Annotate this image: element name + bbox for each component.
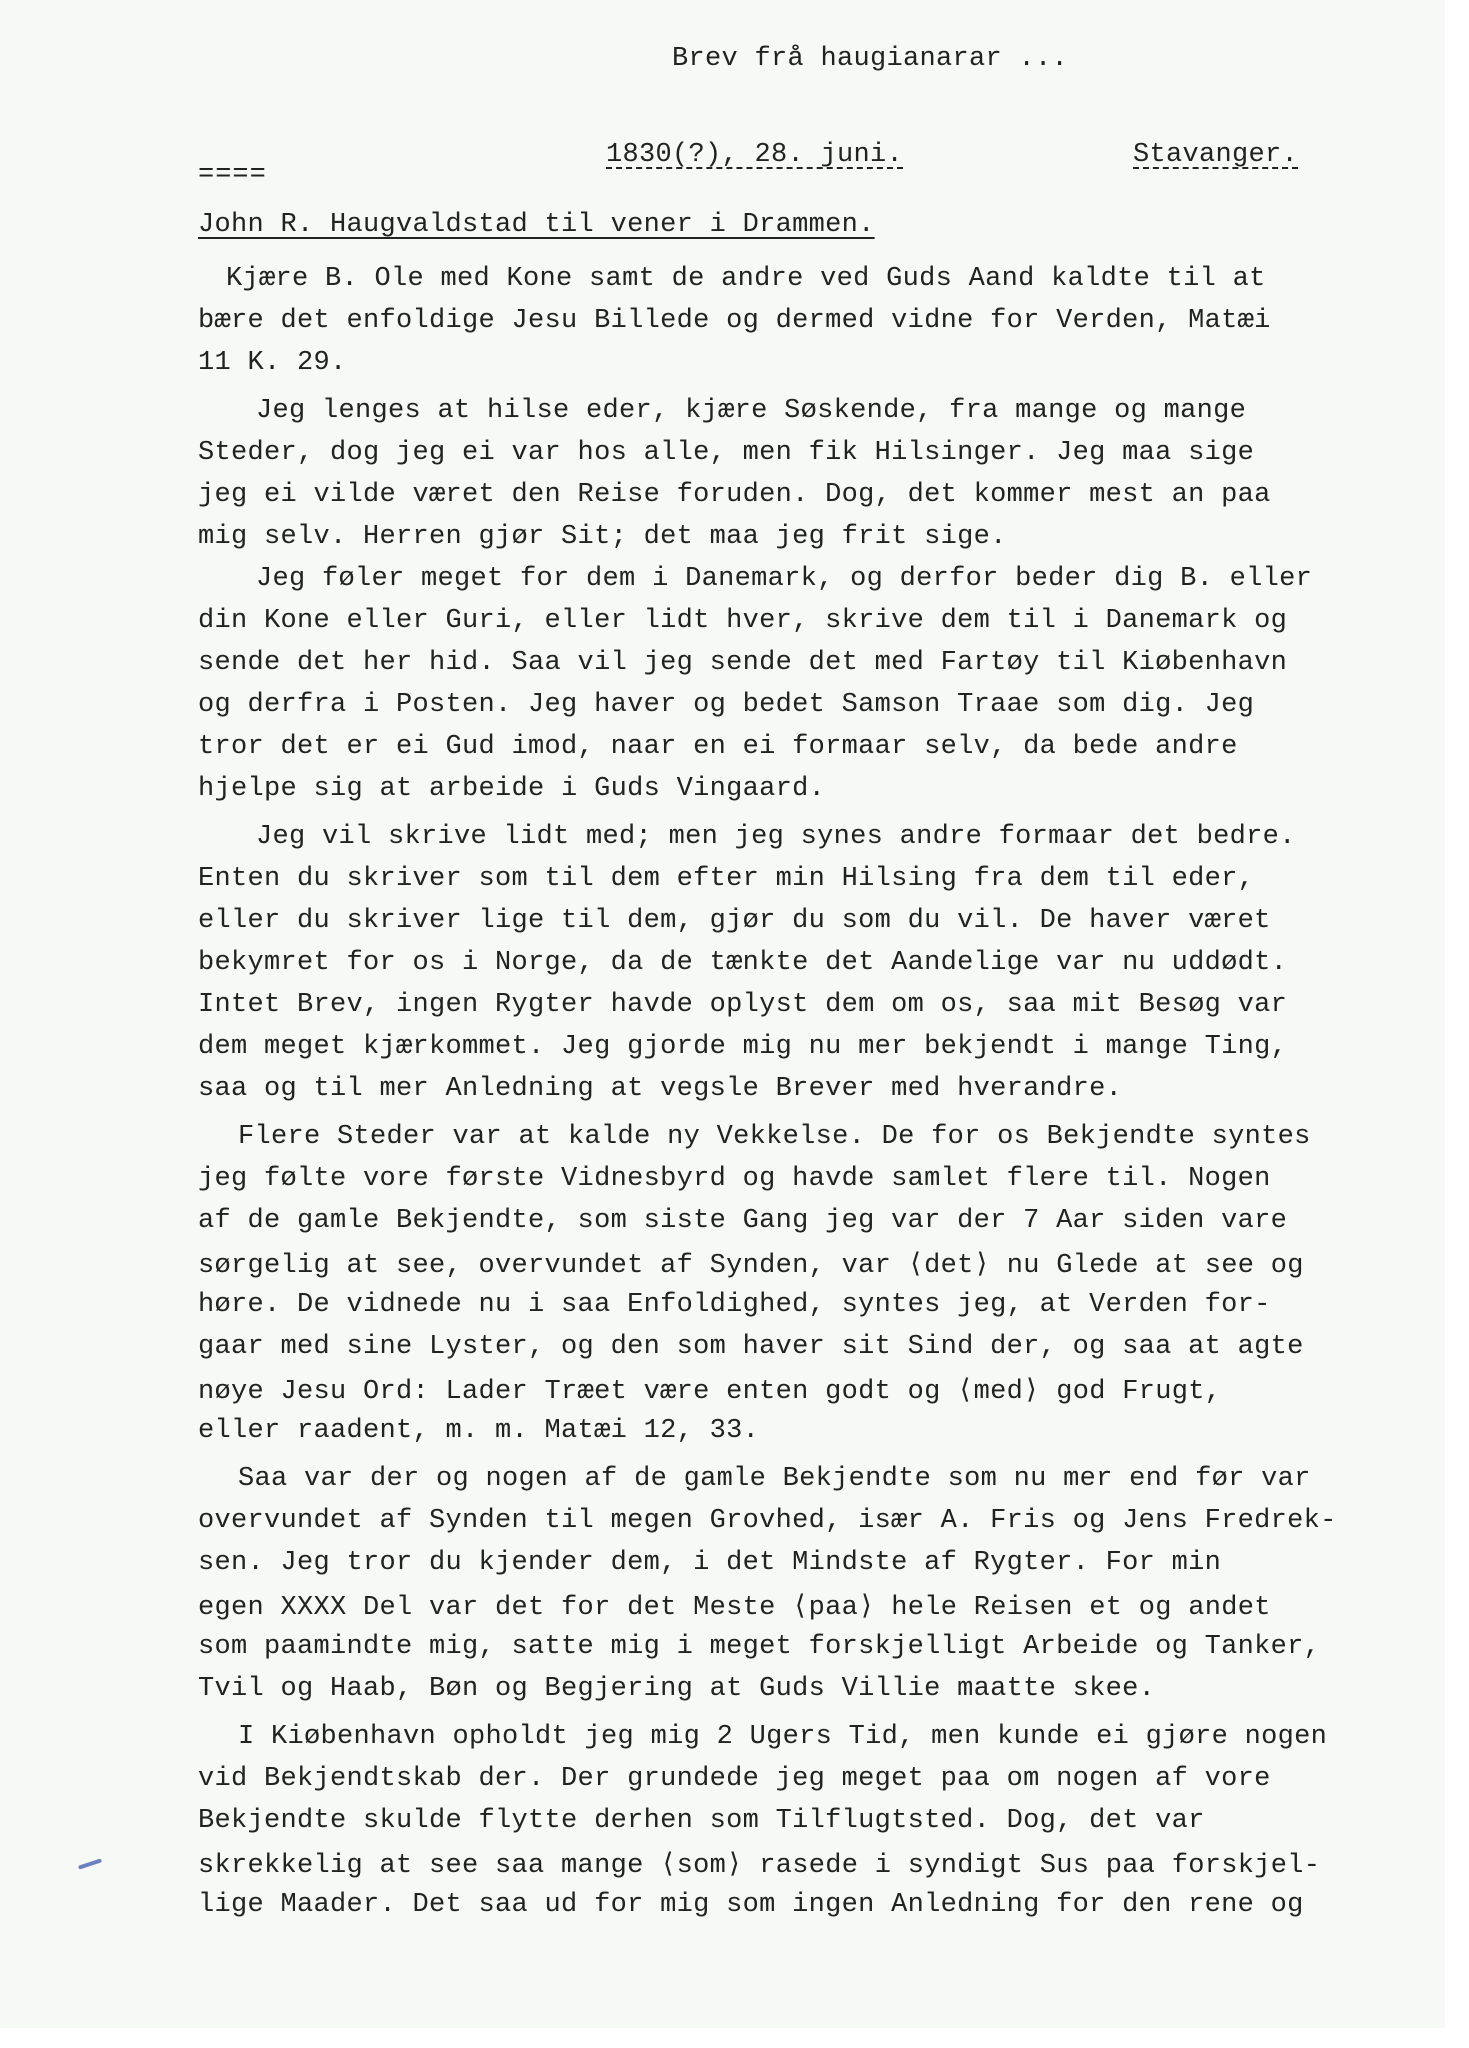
- body-line: gaar med sine Lyster, og den som haver sit Sind der, og saa at agte: [198, 1332, 1304, 1362]
- body-line: som paamindte mig, satte mig i meget forskjelligt Arbeide og Tanker,: [198, 1632, 1321, 1662]
- body-line: egen XXXX Del var det for det Meste ⟨paa⟩ hele Reisen et og andet: [198, 1593, 1271, 1623]
- body-line: Flere Steder var at kalde ny Vekkelse. De for os Bekjendte syntes: [238, 1122, 1311, 1152]
- body-line: Jeg vil skrive lidt med; men jeg synes andre formaar det bedre.: [256, 822, 1296, 852]
- letter-title: John R. Haugvaldstad til vener i Drammen.: [198, 210, 875, 240]
- body-line: Kjære B. Ole med Kone samt de andre ved Guds Aand kaldte til at: [226, 264, 1266, 294]
- body-line: lige Maader. Det saa ud for mig som ingen Anledning for den rene og: [198, 1890, 1304, 1920]
- body-line: tror det er ei Gud imod, naar en ei formaar selv, da bede andre: [198, 732, 1238, 762]
- body-line: høre. De vidnede nu i saa Enfoldighed, syntes jeg, at Verden for-: [198, 1290, 1271, 1320]
- letter-date: 1830(?), 28. juni.: [606, 140, 904, 170]
- body-line: skrekkelig at see saa mange ⟨som⟩ rasede i syndigt Sus paa forskjel-: [198, 1851, 1321, 1881]
- body-line: af de gamle Bekjendte, som siste Gang jeg var der 7 Aar siden vare: [198, 1206, 1288, 1236]
- body-line: Bekjendte skulde flytte derhen som Tilflugtsted. Dog, det var: [198, 1806, 1205, 1836]
- body-line: Intet Brev, ingen Rygter havde oplyst dem om os, saa mit Besøg var: [198, 990, 1288, 1020]
- running-title: Brev frå haugianarar ...: [672, 44, 1069, 74]
- body-line: I Kiøbenhavn opholdt jeg mig 2 Ugers Tid, men kunde ei gjøre nogen: [238, 1722, 1328, 1752]
- body-line: sen. Jeg tror du kjender dem, i det Mindste af Rygter. For min: [198, 1548, 1222, 1578]
- body-line: jeg følte vore første Vidnesbyrd og havde samlet flere til. Nogen: [198, 1164, 1271, 1194]
- body-line: eller raadent, m. m. Matæi 12, 33.: [198, 1416, 760, 1446]
- body-line: og derfra i Posten. Jeg haver og bedet Samson Traae som dig. Jeg: [198, 690, 1255, 720]
- body-line: 11 K. 29.: [198, 348, 347, 378]
- body-line: sørgelig at see, overvundet af Synden, var ⟨det⟩ nu Glede at see og: [198, 1251, 1304, 1281]
- body-line: eller du skriver lige til dem, gjør du som du vil. De haver været: [198, 906, 1271, 936]
- body-line: Enten du skriver som til dem efter min Hilsing fra dem til eder,: [198, 864, 1255, 894]
- section-marker: ====: [198, 160, 267, 190]
- margin-pen-mark: [78, 1858, 102, 1869]
- body-line: jeg ei vilde været den Reise foruden. Dog, det kommer mest an paa: [198, 480, 1271, 510]
- body-line: bekymret for os i Norge, da de tænkte det Aandelige var nu uddødt.: [198, 948, 1288, 978]
- body-line: Steder, dog jeg ei var hos alle, men fik Hilsinger. Jeg maa sige: [198, 438, 1255, 468]
- body-line: Jeg lenges at hilse eder, kjære Søskende, fra mange og mange: [256, 396, 1247, 426]
- body-line: sende det her hid. Saa vil jeg sende det med Fartøy til Kiøbenhavn: [198, 648, 1288, 678]
- body-line: dem meget kjærkommet. Jeg gjorde mig nu mer bekjendt i mange Ting,: [198, 1032, 1288, 1062]
- body-line: saa og til mer Anledning at vegsle Brever med hverandre.: [198, 1074, 1123, 1104]
- body-line: hjelpe sig at arbeide i Guds Vingaard.: [198, 774, 826, 804]
- body-line: vid Bekjendtskab der. Der grundede jeg meget paa om nogen af vore: [198, 1764, 1271, 1794]
- letter-place: Stavanger.: [1133, 140, 1299, 170]
- body-line: nøye Jesu Ord: Lader Træet være enten godt og ⟨med⟩ god Frugt,: [198, 1377, 1222, 1407]
- body-line: Jeg føler meget for dem i Danemark, og derfor beder dig B. eller: [256, 564, 1313, 594]
- body-line: bære det enfoldige Jesu Billede og dermed vidne for Verden, Matæi: [198, 306, 1271, 336]
- body-line: Tvil og Haab, Bøn og Begjering at Guds Villie maatte skee.: [198, 1674, 1156, 1704]
- body-line: Saa var der og nogen af de gamle Bekjendte som nu mer end før var: [238, 1464, 1311, 1494]
- body-line: din Kone eller Guri, eller lidt hver, skrive dem til i Danemark og: [198, 606, 1288, 636]
- body-line: overvundet af Synden til megen Grovhed, især A. Fris og Jens Fredrek-: [198, 1506, 1337, 1536]
- body-line: mig selv. Herren gjør Sit; det maa jeg frit sige.: [198, 522, 1007, 552]
